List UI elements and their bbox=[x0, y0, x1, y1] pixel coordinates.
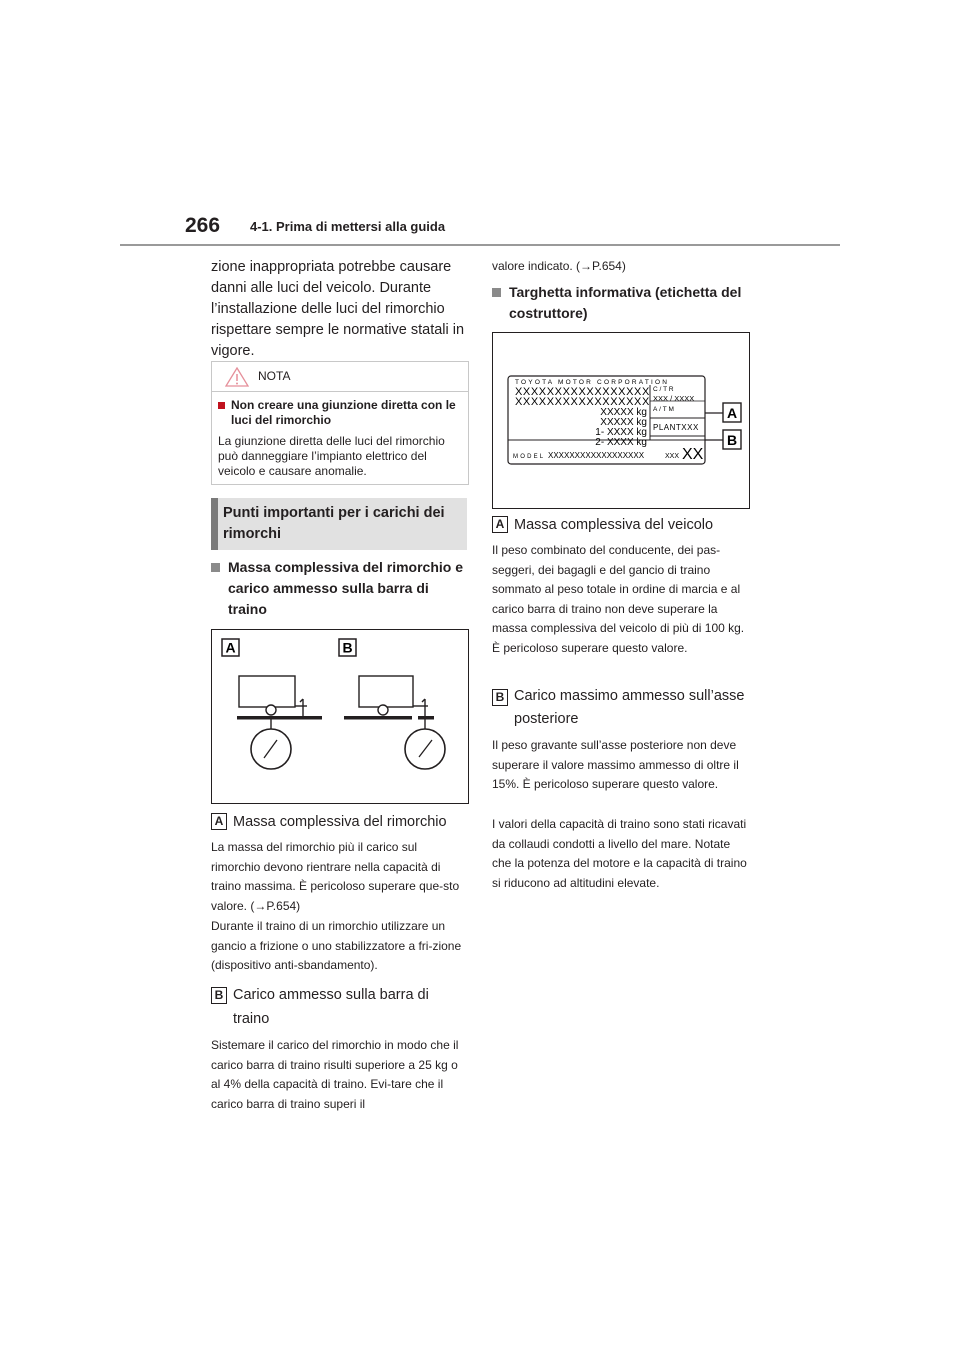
page-number: 266 bbox=[185, 214, 221, 237]
header-divider bbox=[120, 244, 840, 246]
a-heading: Massa complessiva del rimorchio bbox=[233, 813, 447, 830]
intro-paragraph: zione inappropriata potrebbe causare danni alle luci del veicolo. Durante l’installazione delle luci del rimorchio rispettare sempre le normative statali in vigore. bbox=[211, 259, 465, 359]
right-b-text-2: I valori della capacità di traino sono stati ricavati da collaudi condotti a livello del mare. Notate che la potenza del motore e la capacità di traino si riducono ad altitudini elevate. bbox=[492, 817, 747, 890]
trailer-figure bbox=[211, 629, 469, 804]
right-a-text: Il peso combinato del conducente, dei pas-seggeri, dei bagagli e del gancio di traino sommato al peso totale in ordine di marcia e al carico barra di traino non deve superare la massa complessiva del veicolo di più di 100 kg. È pericoloso superare questo valore. bbox=[492, 543, 745, 655]
plate-label-a: A bbox=[726, 405, 738, 421]
right-a-heading: Massa complessiva del veicolo bbox=[514, 516, 714, 533]
trailer-wheel-b bbox=[378, 705, 388, 715]
plate-kg-4: 2- XXXX kg bbox=[595, 437, 647, 448]
b-heading: Carico ammesso sulla barra di traino bbox=[233, 987, 429, 1027]
manufacturer-plate-diagram bbox=[493, 333, 749, 508]
section-band-title: Punti importanti per i carichi dei rimorchi bbox=[223, 505, 445, 542]
trailer-body-a bbox=[239, 676, 295, 707]
square-bullet bbox=[211, 563, 220, 572]
letter-b-box: B bbox=[492, 689, 508, 706]
plate-ctr-label: C/TR bbox=[653, 386, 676, 393]
subheading-trailer-text: Massa complessiva del rimorchio e carico ammesso sulla barra di traino bbox=[228, 559, 463, 617]
right-b-heading-row bbox=[492, 688, 750, 731]
figure-label-a: A bbox=[225, 639, 236, 656]
red-square-bullet bbox=[218, 402, 225, 409]
letter-a-box: A bbox=[211, 813, 227, 830]
plate-figure bbox=[492, 332, 750, 509]
plate-ctr-value: XXX / XXXX bbox=[653, 394, 695, 403]
a-heading-row bbox=[211, 813, 447, 830]
plate-xx: XX bbox=[682, 446, 704, 463]
plate-kg-1: XXXXX kg bbox=[600, 407, 647, 418]
b-heading-row bbox=[211, 986, 453, 1031]
right-b-text-1: Il peso gravante sull’asse posteriore non deve superare il valore massimo ammesso di oltre il 15%. È pericoloso superare questo valore. bbox=[492, 738, 739, 791]
subheading-trailer bbox=[211, 557, 467, 620]
warning-triangle-icon bbox=[225, 367, 249, 387]
nota-header bbox=[212, 362, 468, 392]
nota-box bbox=[211, 361, 469, 485]
nota-title: NOTA bbox=[258, 369, 291, 383]
plate-maker: TOYOTA MOTOR CORPORATION bbox=[515, 379, 670, 386]
right-b-heading: Carico massimo ammesso sull’asse posteriore bbox=[514, 688, 745, 727]
trailer-wheel-a bbox=[266, 705, 276, 715]
right-continuation: valore indicato. (→P.654) bbox=[492, 259, 626, 273]
scale-plate-b-right bbox=[418, 716, 434, 720]
nota-item-text: La giunzione diretta delle luci del rimorchio può danneggiare l’impianto elettrico del veicolo e causare anomalie. bbox=[218, 434, 445, 478]
plate-row-2: XXXXXXXXXXXXXXXXX bbox=[515, 396, 650, 408]
right-a-heading-row bbox=[492, 516, 713, 533]
plate-plant: PLANTXXX bbox=[653, 423, 699, 432]
plate-label-b: B bbox=[726, 432, 738, 448]
subheading-plate bbox=[492, 282, 748, 324]
section-band-bar bbox=[211, 498, 218, 550]
scale-plate-a bbox=[237, 716, 322, 720]
plate-atm-label: A/TM bbox=[653, 406, 676, 413]
b-text: Sistemare il carico del rimorchio in modo che il carico barra di traino risulti superiore a 25 kg o al 4% della capacità di traino. Evi-tare che il carico barra di traino superi il bbox=[211, 1038, 459, 1111]
square-bullet bbox=[492, 288, 501, 297]
a-text-1: La massa del rimorchio più il carico sul rimorchio devono rientrare nella capacità di traino massima. È pericoloso superare que-sto valore. (→P.654) bbox=[211, 840, 460, 913]
plate-kg-3: 1- XXXX kg bbox=[595, 427, 647, 438]
section-title: 4-1. Prima di mettersi alla guida bbox=[250, 219, 446, 234]
letter-a-box: A bbox=[492, 516, 508, 533]
figure-label-b: B bbox=[342, 639, 353, 656]
letter-b-box: B bbox=[211, 987, 227, 1004]
nota-item-title: Non creare una giunzione diretta con le luci del rimorchio bbox=[231, 398, 456, 427]
subheading-plate-text: Targhetta informativa (etichetta del costruttore) bbox=[509, 284, 742, 321]
trailer-body-b bbox=[359, 676, 413, 707]
plate-model-label: MODEL bbox=[513, 454, 546, 460]
plate-kg-2: XXXXX kg bbox=[600, 417, 647, 428]
scale-plate-b-left bbox=[344, 716, 412, 720]
plate-row-1: XXXXXXXXXXXXXXXXX bbox=[515, 386, 650, 398]
plate-model-value: XXXXXXXXXXXXXXXXXX bbox=[548, 451, 645, 460]
plate-xxx: XXX bbox=[665, 453, 680, 460]
trailer-scales-diagram bbox=[212, 630, 468, 803]
a-text-2: Durante il traino di un rimorchio utilizzare un gancio a frizione o uno stabilizzatore a fri-zione (dispositivo anti-sbandamento). bbox=[211, 919, 462, 972]
